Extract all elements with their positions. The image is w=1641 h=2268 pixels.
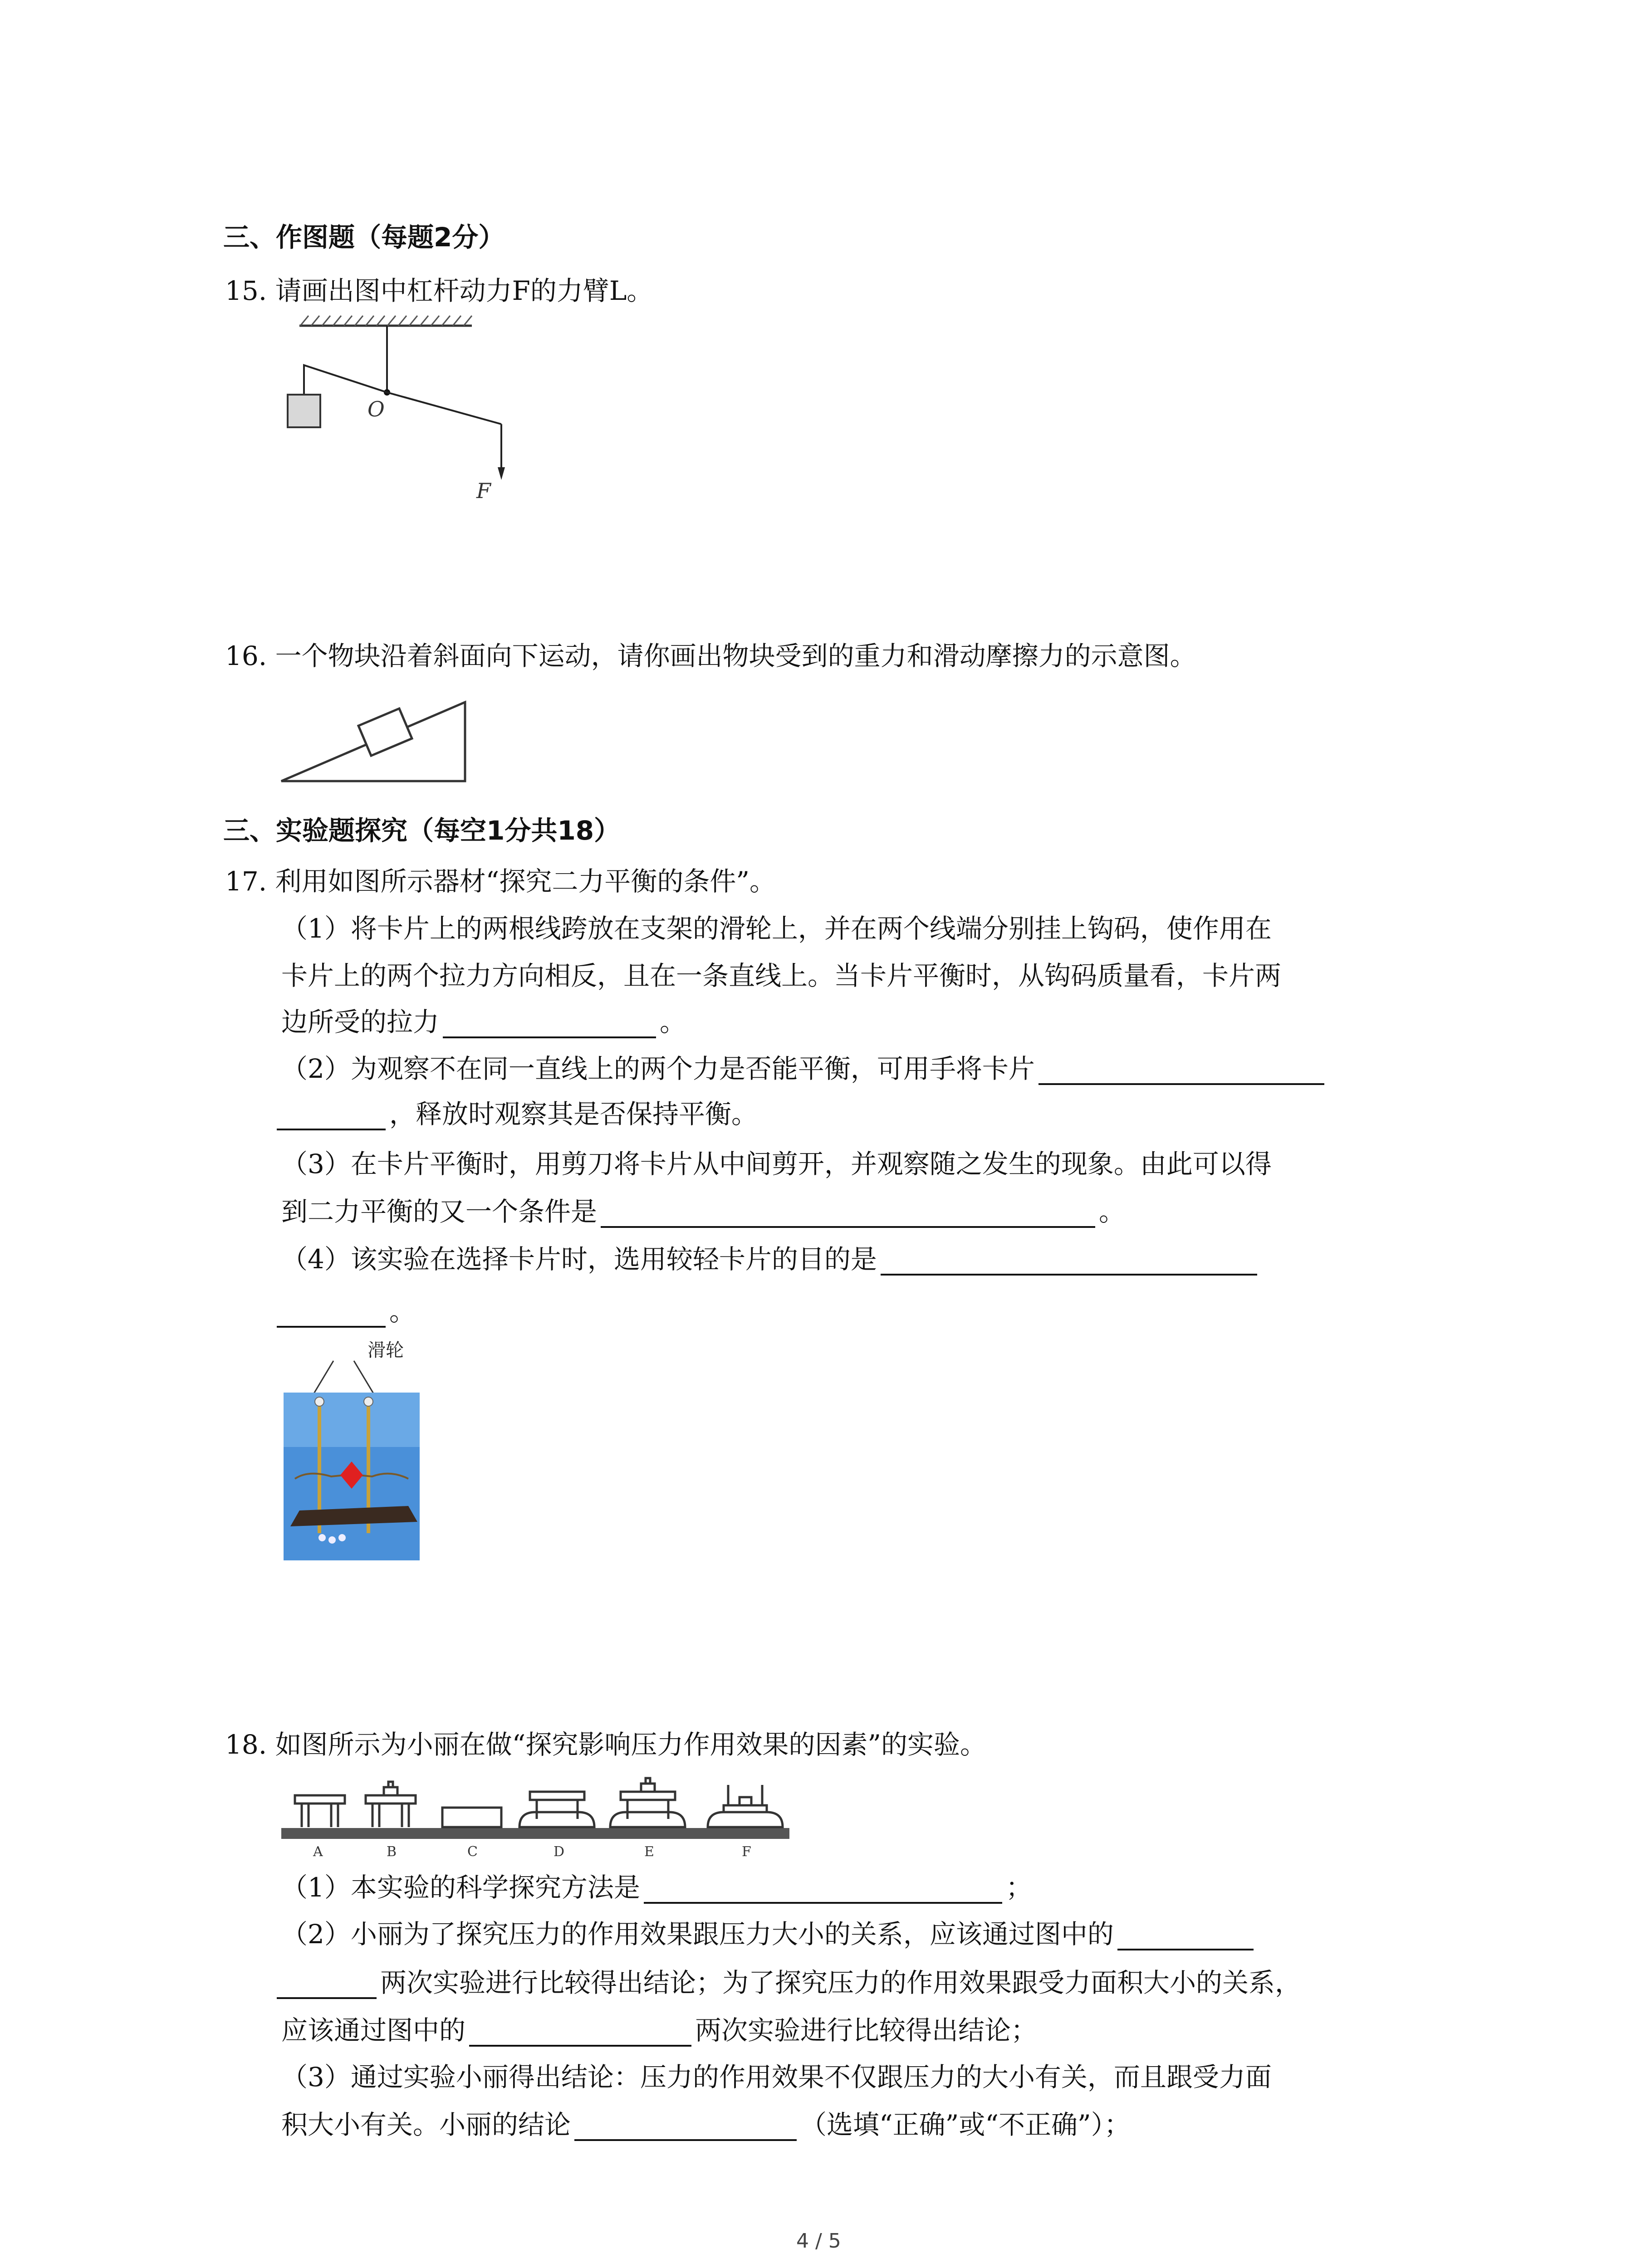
q17-part1-line3-text: 边所受的拉力 bbox=[281, 1007, 440, 1037]
q17-part3-line2-end: 。 bbox=[1099, 1196, 1126, 1227]
q17-part3-line1: （3）在卡片平衡时，用剪刀将卡片从中间剪开，并观察随之发生的现象。由此可以得 bbox=[281, 1149, 1272, 1179]
q18-blank-4[interactable] bbox=[574, 2112, 797, 2141]
q18-part2-line3 bbox=[281, 2014, 1037, 2047]
q18-part2-line1-text: （2）小丽为了探究压力的作用效果跟压力大小的关系，应该通过图中的 bbox=[281, 1919, 1114, 1950]
lever-figure bbox=[272, 313, 526, 503]
q18-part2-line2 bbox=[277, 1966, 1301, 1999]
fig-label-b: B bbox=[387, 1844, 397, 1860]
q17-blank-4-cont[interactable] bbox=[277, 1299, 386, 1328]
question-18-text: 18. 如图所示为小丽在做“探究影响压力作用效果的因素”的实验。 bbox=[225, 1729, 986, 1760]
q17-part2-line1 bbox=[281, 1052, 1328, 1085]
q17-part4-line1-text: （4）该实验在选择卡片时，选用较轻卡片的目的是 bbox=[281, 1244, 877, 1275]
q17-part1-line3 bbox=[281, 1006, 686, 1038]
pulley-label: 滑轮 bbox=[367, 1340, 404, 1361]
q17-part2-line2-text: ，释放时观察其是否保持平衡。 bbox=[389, 1099, 758, 1129]
q17-blank-1[interactable] bbox=[443, 1009, 656, 1038]
question-17-text: 17. 利用如图所示器材“探究二力平衡的条件”。 bbox=[225, 866, 776, 897]
pivot-label: O bbox=[367, 397, 385, 421]
q18-part2-line2-text: 两次实验进行比较得出结论；为了探究压力的作用效果跟受力面积大小的关系， bbox=[380, 1967, 1302, 1998]
q18-part3-line2-text: 积大小有关。小丽的结论 bbox=[281, 2109, 571, 2140]
q17-blank-2[interactable] bbox=[1038, 1056, 1324, 1085]
q18-blank-1[interactable] bbox=[644, 1875, 1002, 1904]
section-heading-drawing: 三、作图题（每题2分） bbox=[223, 222, 505, 253]
question-16-text: 16. 一个物块沿着斜面向下运动，请你画出物块受到的重力和滑动摩擦力的示意图。 bbox=[225, 640, 1196, 671]
fig-label-f: F bbox=[742, 1844, 751, 1860]
pressure-experiment-figure bbox=[281, 1774, 789, 1860]
q17-part4-line2-text: 。 bbox=[389, 1296, 416, 1327]
page-number: 4 / 5 bbox=[796, 2229, 841, 2253]
q17-part2-line2 bbox=[277, 1098, 758, 1130]
experiment-photo bbox=[281, 1356, 422, 1560]
incline-figure bbox=[272, 680, 481, 785]
q18-blank-3[interactable] bbox=[469, 2018, 691, 2047]
q17-part1-line3-end: 。 bbox=[660, 1007, 686, 1037]
q17-part4-line1 bbox=[281, 1243, 1261, 1276]
q18-part1-text: （1）本实验的科学探究方法是 bbox=[281, 1872, 640, 1903]
q17-part3-line2-text: 到二力平衡的又一个条件是 bbox=[281, 1196, 598, 1227]
q18-part1-end: ； bbox=[1005, 1872, 1032, 1903]
section-heading-experiment: 三、实验题探究（每空1分共18） bbox=[223, 815, 621, 846]
force-label: F bbox=[476, 479, 491, 503]
q18-blank-2-cont[interactable] bbox=[277, 1970, 377, 1999]
q18-part2-line1 bbox=[281, 1918, 1257, 1950]
fig-label-a: A bbox=[313, 1844, 323, 1860]
q18-part2-line3-text: 应该通过图中的 bbox=[281, 2015, 466, 2046]
q18-part2-line3-end: 两次实验进行比较得出结论； bbox=[695, 2015, 1038, 2046]
q17-part2-line1-text: （2）为观察不在同一直线上的两个力是否能平衡，可用手将卡片 bbox=[281, 1053, 1035, 1084]
q17-blank-3[interactable] bbox=[601, 1199, 1095, 1228]
q18-part3-line1: （3）通过实验小丽得出结论：压力的作用效果不仅跟压力的大小有关，而且跟受力面 bbox=[281, 2062, 1272, 2092]
q17-blank-4[interactable] bbox=[881, 1246, 1257, 1276]
fig-label-e: E bbox=[644, 1844, 654, 1860]
fig-label-c: C bbox=[467, 1844, 478, 1860]
fig-label-d: D bbox=[554, 1844, 565, 1860]
q18-part3-line2-end: （选填“正确”或“不正确”）； bbox=[800, 2109, 1131, 2140]
question-15-text: 15. 请画出图中杠杆动力F的力臂L。 bbox=[225, 275, 653, 306]
q17-part3-line2 bbox=[281, 1195, 1125, 1228]
q17-part1-line1: （1）将卡片上的两根线跨放在支架的滑轮上，并在两个线端分别挂上钩码，使作用在 bbox=[281, 913, 1272, 944]
q18-blank-2[interactable] bbox=[1117, 1921, 1254, 1950]
q18-part3-line2 bbox=[281, 2108, 1131, 2141]
q17-blank-2-cont[interactable] bbox=[277, 1101, 386, 1130]
q18-part1 bbox=[281, 1871, 1032, 1904]
q17-part1-line2: 卡片上的两个拉力方向相反，且在一条直线上。当卡片平衡时，从钩码质量看，卡片两 bbox=[281, 960, 1282, 991]
q17-part4-line2 bbox=[277, 1295, 416, 1328]
